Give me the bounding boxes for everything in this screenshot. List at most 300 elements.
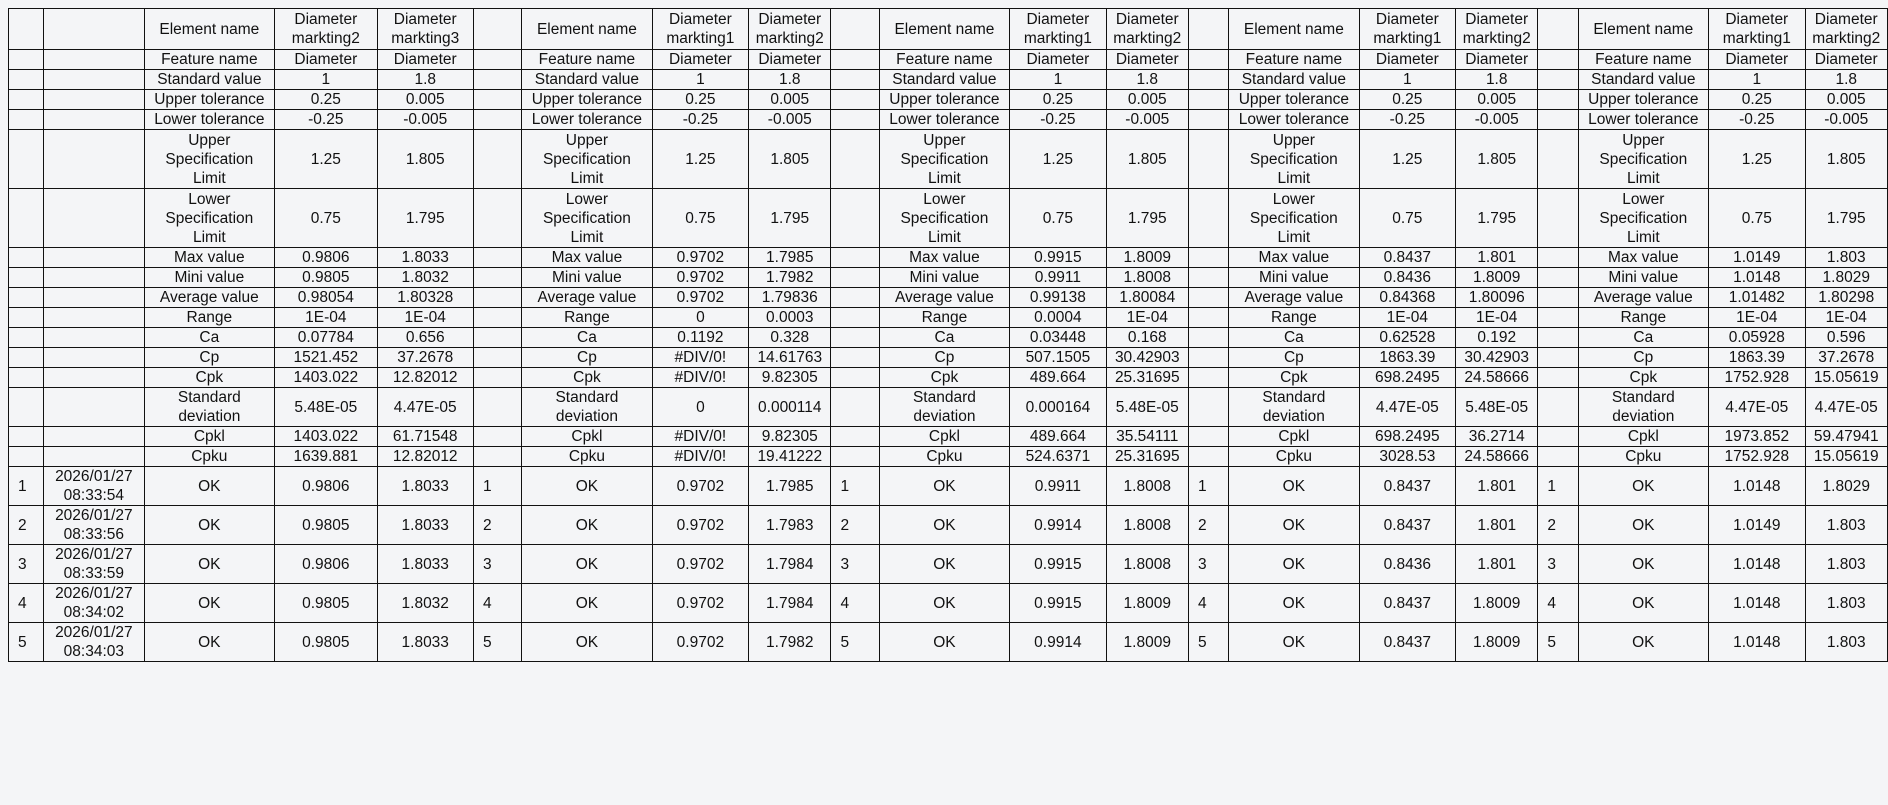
row-label: Cpku [879, 447, 1010, 467]
stat-value-cell: 1.805 [749, 130, 831, 189]
row-label: Mini value [879, 268, 1010, 288]
sample-value: 1.8008 [1106, 506, 1188, 545]
stat-value-cell: 30.42903 [1456, 348, 1538, 368]
row-label: Element name [144, 9, 275, 50]
sample-result: OK [144, 506, 275, 545]
row-label: Cpk [1578, 368, 1709, 388]
index-cell [831, 110, 879, 130]
sample-value: 0.8437 [1359, 584, 1455, 623]
sample-value: 1.8009 [1106, 623, 1188, 662]
row-label: Mini value [1229, 268, 1360, 288]
sample-value: 0.9702 [652, 584, 748, 623]
sample-value: 0.9911 [1010, 467, 1106, 506]
stat-value-cell: 1.795 [1106, 189, 1188, 248]
stat-value-cell: 0.62528 [1359, 328, 1455, 348]
element-name-cell: Diameter markting2 [749, 9, 831, 50]
index-cell [831, 248, 879, 268]
sample-index: 2 [831, 506, 879, 545]
sample-result: OK [522, 623, 653, 662]
sample-value: 0.9702 [652, 545, 748, 584]
row-label: Range [879, 308, 1010, 328]
index-cell [473, 427, 521, 447]
index-cell [831, 9, 879, 50]
sample-value: 0.9914 [1010, 623, 1106, 662]
time-cell [44, 308, 144, 328]
row-label: Upper tolerance [879, 90, 1010, 110]
index-cell [1188, 308, 1228, 328]
row-label: Cp [522, 348, 653, 368]
stat-value-cell: 1E-04 [1709, 308, 1805, 328]
sample-value: 0.9702 [652, 623, 748, 662]
stat-value-cell: 1.8008 [1106, 268, 1188, 288]
index-cell [831, 130, 879, 189]
index-cell [473, 50, 521, 70]
row-label: Cpku [144, 447, 275, 467]
sample-result: OK [1229, 545, 1360, 584]
index-cell [9, 9, 44, 50]
stat-value-cell: 0.9911 [1010, 268, 1106, 288]
element-name-cell: Diameter markting1 [1359, 9, 1455, 50]
sample-value: 1.8008 [1106, 467, 1188, 506]
row-label: Max value [522, 248, 653, 268]
sample-index: 2 [1538, 506, 1578, 545]
stat-value-cell: 1E-04 [1106, 308, 1188, 328]
sample-value: 1.0148 [1709, 584, 1805, 623]
row-label: Cpkl [522, 427, 653, 447]
stat-value-cell: 0.05928 [1709, 328, 1805, 348]
stat-value-cell: 0 [652, 308, 748, 328]
sample-result: OK [879, 545, 1010, 584]
sample-index: 5 [9, 623, 44, 662]
sample-result: OK [879, 506, 1010, 545]
stat-row [9, 427, 1888, 447]
sample-index: 1 [1188, 467, 1228, 506]
row-label: Cpk [144, 368, 275, 388]
stat-value-cell: -0.25 [1010, 110, 1106, 130]
sample-index: 5 [1538, 623, 1578, 662]
sample-result: OK [144, 545, 275, 584]
row-label: Average value [1229, 288, 1360, 308]
sample-value: 1.8033 [377, 506, 473, 545]
index-cell [831, 427, 879, 447]
index-cell [473, 447, 521, 467]
element-name-cell: Diameter markting2 [1456, 9, 1538, 50]
stat-value-cell: -0.25 [1709, 110, 1805, 130]
row-label: Upper tolerance [522, 90, 653, 110]
stat-value-cell: 1.8032 [377, 268, 473, 288]
time-cell [44, 9, 144, 50]
row-label: Cp [144, 348, 275, 368]
stat-value-cell: Diameter [1106, 50, 1188, 70]
sample-index: 2 [1188, 506, 1228, 545]
stat-value-cell: 1.25 [1359, 130, 1455, 189]
stat-value-cell: 35.54111 [1106, 427, 1188, 447]
time-cell [44, 90, 144, 110]
stat-value-cell: 1.25 [652, 130, 748, 189]
stat-value-cell: 0.9805 [275, 268, 377, 288]
index-cell [473, 388, 521, 427]
index-cell [9, 70, 44, 90]
stat-value-cell: 0.9702 [652, 288, 748, 308]
sample-value: 1.7983 [749, 506, 831, 545]
stat-value-cell: 1 [652, 70, 748, 90]
sample-index: 2 [473, 506, 521, 545]
stat-value-cell: 12.82012 [377, 447, 473, 467]
sample-value: 1.803 [1805, 584, 1888, 623]
row-label: Cpku [1229, 447, 1360, 467]
stat-value-cell: Diameter [1456, 50, 1538, 70]
element-name-cell: Diameter markting1 [1010, 9, 1106, 50]
index-cell [1188, 189, 1228, 248]
index-cell [1188, 50, 1228, 70]
sample-value: 1.803 [1805, 545, 1888, 584]
index-cell [831, 308, 879, 328]
index-cell [1538, 130, 1578, 189]
spc-data-table [8, 8, 1888, 662]
index-cell [1538, 70, 1578, 90]
sample-value: 1.803 [1805, 506, 1888, 545]
sample-index: 4 [1538, 584, 1578, 623]
stat-row [9, 50, 1888, 70]
index-cell [9, 447, 44, 467]
time-cell [44, 110, 144, 130]
sample-index: 3 [9, 545, 44, 584]
stat-value-cell: 24.58666 [1456, 447, 1538, 467]
sample-index: 2 [9, 506, 44, 545]
time-cell [44, 328, 144, 348]
row-label: Range [1229, 308, 1360, 328]
index-cell [831, 288, 879, 308]
row-label: Upper Specification Limit [522, 130, 653, 189]
sample-timestamp: 2026/01/27 08:33:56 [44, 506, 144, 545]
sample-index: 4 [1188, 584, 1228, 623]
stat-value-cell: 1.80328 [377, 288, 473, 308]
stat-value-cell: Diameter [749, 50, 831, 70]
stat-value-cell: Diameter [377, 50, 473, 70]
row-label: Max value [1578, 248, 1709, 268]
stat-value-cell: 1.8 [1456, 70, 1538, 90]
stat-value-cell: 1.805 [1456, 130, 1538, 189]
stat-value-cell: 4.47E-05 [1359, 388, 1455, 427]
row-label: Lower Specification Limit [1578, 189, 1709, 248]
stat-value-cell: 0.168 [1106, 328, 1188, 348]
index-cell [9, 90, 44, 110]
stat-value-cell: 0.75 [652, 189, 748, 248]
index-cell [1188, 110, 1228, 130]
row-label: Max value [144, 248, 275, 268]
stat-value-cell: 1E-04 [377, 308, 473, 328]
row-label: Max value [879, 248, 1010, 268]
stat-value-cell: 1 [1359, 70, 1455, 90]
index-cell [1538, 50, 1578, 70]
stat-value-cell: 1.8 [749, 70, 831, 90]
index-cell [473, 110, 521, 130]
row-label: Cpkl [879, 427, 1010, 447]
stat-value-cell: 0.0004 [1010, 308, 1106, 328]
row-label: Element name [879, 9, 1010, 50]
row-label: Lower Specification Limit [1229, 189, 1360, 248]
stat-value-cell: 1.25 [275, 130, 377, 189]
sample-value: 1.0148 [1709, 467, 1805, 506]
stat-value-cell: 0.98054 [275, 288, 377, 308]
stat-row [9, 9, 1888, 50]
stat-value-cell: #DIV/0! [652, 447, 748, 467]
index-cell [9, 388, 44, 427]
stat-value-cell: 0.005 [1456, 90, 1538, 110]
index-cell [9, 130, 44, 189]
index-cell [831, 447, 879, 467]
row-label: Range [522, 308, 653, 328]
index-cell [9, 268, 44, 288]
stat-value-cell: 9.82305 [749, 368, 831, 388]
stat-row [9, 447, 1888, 467]
row-label: Average value [879, 288, 1010, 308]
row-label: Feature name [1229, 50, 1360, 70]
stat-value-cell: 0.75 [275, 189, 377, 248]
row-label: Standard value [1578, 70, 1709, 90]
stat-value-cell: -0.005 [749, 110, 831, 130]
stat-value-cell: 1.805 [1805, 130, 1888, 189]
index-cell [1188, 288, 1228, 308]
row-label: Range [1578, 308, 1709, 328]
stat-value-cell: 25.31695 [1106, 368, 1188, 388]
stat-row [9, 328, 1888, 348]
stat-value-cell: 0.000114 [749, 388, 831, 427]
sample-result: OK [1578, 506, 1709, 545]
stat-value-cell: 0.000164 [1010, 388, 1106, 427]
sample-row [9, 506, 1888, 545]
sample-index: 1 [831, 467, 879, 506]
stat-value-cell: Diameter [1359, 50, 1455, 70]
row-label: Ca [879, 328, 1010, 348]
time-cell [44, 288, 144, 308]
row-label: Lower Specification Limit [144, 189, 275, 248]
stat-value-cell: 0.0003 [749, 308, 831, 328]
stat-value-cell: 0.192 [1456, 328, 1538, 348]
stat-value-cell: 25.31695 [1106, 447, 1188, 467]
index-cell [1538, 447, 1578, 467]
row-label: Standard value [522, 70, 653, 90]
stat-value-cell: 0.596 [1805, 328, 1888, 348]
index-cell [9, 308, 44, 328]
sample-result: OK [879, 467, 1010, 506]
sample-result: OK [1578, 467, 1709, 506]
row-label: Cpk [1229, 368, 1360, 388]
index-cell [473, 70, 521, 90]
row-label: Average value [1578, 288, 1709, 308]
index-cell [473, 348, 521, 368]
row-label: Element name [522, 9, 653, 50]
stat-value-cell: 524.6371 [1010, 447, 1106, 467]
sample-result: OK [522, 506, 653, 545]
stat-value-cell: 0.84368 [1359, 288, 1455, 308]
sample-result: OK [144, 467, 275, 506]
stat-value-cell: #DIV/0! [652, 427, 748, 447]
stat-value-cell: 4.47E-05 [1805, 388, 1888, 427]
stat-value-cell: 0.9915 [1010, 248, 1106, 268]
stat-value-cell: 1521.452 [275, 348, 377, 368]
time-cell [44, 189, 144, 248]
stat-value-cell: 1.0148 [1709, 268, 1805, 288]
stat-value-cell: 0.005 [1805, 90, 1888, 110]
row-label: Lower Specification Limit [879, 189, 1010, 248]
stat-value-cell: -0.25 [275, 110, 377, 130]
row-label: Ca [522, 328, 653, 348]
index-cell [831, 90, 879, 110]
element-name-cell: Diameter markting1 [1709, 9, 1805, 50]
row-label: Upper Specification Limit [144, 130, 275, 189]
sample-result: OK [144, 623, 275, 662]
row-label: Lower tolerance [144, 110, 275, 130]
row-label: Feature name [879, 50, 1010, 70]
stat-value-cell: 1.8033 [377, 248, 473, 268]
element-name-cell: Diameter markting2 [1106, 9, 1188, 50]
stat-value-cell: 1.80298 [1805, 288, 1888, 308]
stat-value-cell: 0.25 [1709, 90, 1805, 110]
index-cell [473, 308, 521, 328]
row-label: Standard deviation [879, 388, 1010, 427]
stat-value-cell: 1.7985 [749, 248, 831, 268]
sample-value: 0.9914 [1010, 506, 1106, 545]
row-label: Upper tolerance [144, 90, 275, 110]
sample-value: 1.7984 [749, 584, 831, 623]
row-label: Mini value [144, 268, 275, 288]
stat-value-cell: 9.82305 [749, 427, 831, 447]
time-cell [44, 348, 144, 368]
stat-value-cell: 0.07784 [275, 328, 377, 348]
sample-value: 1.0148 [1709, 545, 1805, 584]
stat-value-cell: 489.664 [1010, 368, 1106, 388]
row-label: Lower Specification Limit [522, 189, 653, 248]
stat-value-cell: 0.656 [377, 328, 473, 348]
index-cell [9, 110, 44, 130]
stat-value-cell: 5.48E-05 [275, 388, 377, 427]
stat-value-cell: 1 [275, 70, 377, 90]
stat-value-cell: 698.2495 [1359, 368, 1455, 388]
row-label: Standard deviation [144, 388, 275, 427]
index-cell [473, 189, 521, 248]
row-label: Feature name [1578, 50, 1709, 70]
index-cell [1188, 268, 1228, 288]
sample-value: 0.8437 [1359, 467, 1455, 506]
stat-value-cell: 0 [652, 388, 748, 427]
row-label: Average value [144, 288, 275, 308]
stat-value-cell: 1.25 [1709, 130, 1805, 189]
row-label: Mini value [522, 268, 653, 288]
index-cell [473, 9, 521, 50]
sample-index: 3 [1538, 545, 1578, 584]
sample-index: 5 [831, 623, 879, 662]
index-cell [831, 328, 879, 348]
stat-row [9, 268, 1888, 288]
sample-result: OK [1578, 545, 1709, 584]
element-name-cell: Diameter markting1 [652, 9, 748, 50]
stat-value-cell: 0.25 [1359, 90, 1455, 110]
sample-result: OK [1229, 584, 1360, 623]
index-cell [1538, 110, 1578, 130]
stat-value-cell: 0.75 [1359, 189, 1455, 248]
sample-timestamp: 2026/01/27 08:34:02 [44, 584, 144, 623]
row-label: Mini value [1578, 268, 1709, 288]
stat-value-cell: 1752.928 [1709, 447, 1805, 467]
row-label: Standard deviation [522, 388, 653, 427]
stat-row [9, 70, 1888, 90]
stat-value-cell: 1.8 [377, 70, 473, 90]
time-cell [44, 248, 144, 268]
sample-value: 1.8033 [377, 467, 473, 506]
sample-value: 1.803 [1805, 623, 1888, 662]
index-cell [1538, 268, 1578, 288]
stat-value-cell: 1.801 [1456, 248, 1538, 268]
stat-value-cell: 1.8 [1106, 70, 1188, 90]
stat-value-cell: 1.805 [1106, 130, 1188, 189]
stat-value-cell: 489.664 [1010, 427, 1106, 447]
stat-row [9, 110, 1888, 130]
stat-row [9, 189, 1888, 248]
sample-value: 1.8032 [377, 584, 473, 623]
index-cell [9, 189, 44, 248]
stat-value-cell: Diameter [1709, 50, 1805, 70]
index-cell [1538, 248, 1578, 268]
sample-result: OK [144, 584, 275, 623]
row-label: Standard deviation [1229, 388, 1360, 427]
row-label: Standard value [879, 70, 1010, 90]
sample-index: 5 [1188, 623, 1228, 662]
sample-value: 0.8436 [1359, 545, 1455, 584]
row-label: Range [144, 308, 275, 328]
row-label: Ca [144, 328, 275, 348]
row-label: Average value [522, 288, 653, 308]
sample-value: 1.8033 [377, 545, 473, 584]
stat-row [9, 388, 1888, 427]
sample-index: 5 [473, 623, 521, 662]
stat-value-cell: 5.48E-05 [1456, 388, 1538, 427]
sample-timestamp: 2026/01/27 08:34:03 [44, 623, 144, 662]
row-label: Cp [1229, 348, 1360, 368]
sample-value: 1.801 [1456, 545, 1538, 584]
row-label: Upper tolerance [1229, 90, 1360, 110]
stat-value-cell: 1 [1010, 70, 1106, 90]
stat-value-cell: 0.9806 [275, 248, 377, 268]
sample-value: 0.9805 [275, 584, 377, 623]
stat-value-cell: 0.99138 [1010, 288, 1106, 308]
stat-value-cell: 37.2678 [377, 348, 473, 368]
stat-value-cell: 0.25 [1010, 90, 1106, 110]
index-cell [1538, 328, 1578, 348]
index-cell [9, 368, 44, 388]
stat-value-cell: 1752.928 [1709, 368, 1805, 388]
stat-value-cell: 1E-04 [275, 308, 377, 328]
row-label: Cpku [522, 447, 653, 467]
row-label: Upper Specification Limit [1229, 130, 1360, 189]
stat-value-cell: 1403.022 [275, 427, 377, 447]
stat-value-cell: 0.005 [1106, 90, 1188, 110]
stat-value-cell: 1.8009 [1456, 268, 1538, 288]
stat-row [9, 248, 1888, 268]
index-cell [473, 288, 521, 308]
stat-value-cell: 0.25 [652, 90, 748, 110]
stat-value-cell: 1.79836 [749, 288, 831, 308]
index-cell [1538, 368, 1578, 388]
stat-value-cell: 1.80084 [1106, 288, 1188, 308]
index-cell [1538, 90, 1578, 110]
stat-value-cell: 12.82012 [377, 368, 473, 388]
stat-value-cell: -0.005 [377, 110, 473, 130]
sample-row [9, 545, 1888, 584]
index-cell [831, 368, 879, 388]
stat-value-cell: 1.8009 [1106, 248, 1188, 268]
stat-value-cell: 1403.022 [275, 368, 377, 388]
